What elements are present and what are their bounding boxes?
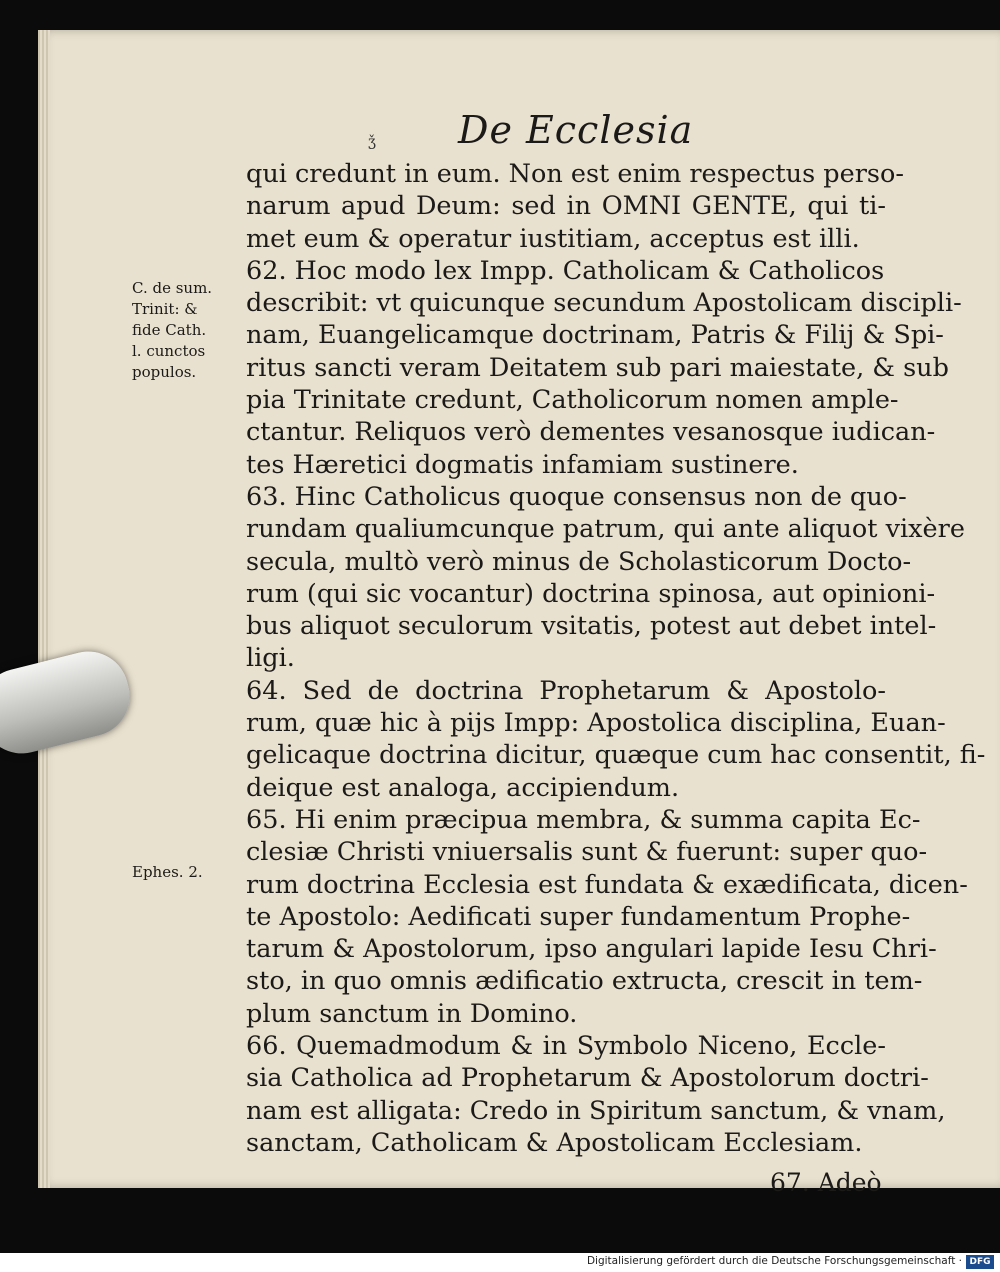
margin-note-citation (132, 278, 240, 383)
text-line: tarum & Apostolorum, ipso angulari lapide Iesu Chri- (246, 934, 937, 965)
text-line: gelicaque doctrina dicitur, quæque cum hac consentit, fi- (246, 740, 986, 771)
text-line: pia Trinitate credunt, Catholicorum nomen ample- (246, 385, 899, 416)
text-line: describit: vt quicunque secundum Apostolicam discipli- (246, 288, 962, 319)
folio-mark: ǯ (368, 134, 376, 150)
text-line: ctantur. Reliquos verò dementes vesanosque iudican- (246, 417, 936, 448)
text-line: 62. Hoc modo lex Impp. Catholicam & Catholicos (246, 255, 885, 286)
text-line: 64. Sed de doctrina Prophetarum & Apostolo- (246, 675, 886, 706)
text-line: rum (qui sic vocantur) doctrina spinosa, aut opinioni- (246, 578, 936, 609)
margin-note-line: C. de sum. (132, 279, 213, 297)
text-line: sto, in quo omnis ædificatio extructa, crescit in tem- (246, 966, 923, 997)
margin-note-line: fide Cath. (132, 321, 207, 339)
text-line: te Apostolo: Aedificati super fundamentum Prophe- (246, 901, 911, 932)
text-line: qui credunt in eum. Non est enim respectus perso- (246, 159, 904, 189)
footer-credit: Digitalisierung gefördert durch die Deutsche Forschungsgemeinschaft · (586, 1255, 962, 1267)
text-line: secula, multò verò minus de Scholasticorum Docto- (246, 546, 912, 577)
text-line: rundam qualiumcunque patrum, qui ante aliquot vixère (246, 514, 965, 545)
text-line: ritus sancti veram Deitatem sub pari maiestate, & sub (246, 352, 949, 383)
text-line: sanctam, Catholicam & Apostolicam Ecclesiam. (246, 1127, 863, 1158)
text-line: bus aliquot seculorum vsitatis, potest aut debet intel- (246, 611, 937, 642)
text-line: 65. Hi enim præcipua membra, & summa capita Ec- (246, 804, 921, 835)
text-line: sia Catholica ad Prophetarum & Apostolorum doctri- (246, 1063, 929, 1094)
text-line: 63. Hinc Catholicus quoque consensus non de quo- (246, 481, 907, 512)
catchword: 67. Adeò (770, 1168, 882, 1197)
margin-note-line: populos. (132, 363, 197, 381)
text-line: met eum & operatur iustitiam, acceptus est illi. (246, 223, 860, 254)
text-line: deique est analoga, accipiendum. (246, 772, 680, 803)
running-head: De Ecclesia (458, 108, 694, 152)
text-line: nam est alligata: Credo in Spiritum sanctum, & vnam, (246, 1095, 946, 1126)
text-line: tes Hæretici dogmatis infamiam sustinere. (246, 449, 799, 480)
text-line: ligi. (246, 643, 295, 674)
text-line: clesiæ Christi vniuersalis sunt & fuerunt: super quo- (246, 837, 928, 868)
margin-note-line: Trinit: & (132, 300, 198, 318)
dfg-logo: DFG (966, 1255, 994, 1269)
text-line: nam, Euangelicamque doctrinam, Patris & Filij & Spi- (246, 320, 944, 351)
text-line: rum, quæ hic à pijs Impp: Apostolica disciplina, Euan- (246, 708, 946, 739)
body-text (246, 158, 986, 1159)
text-line: rum doctrina Ecclesia est fundata & exædificata, dicen- (246, 869, 968, 900)
margin-note-ephesians (132, 862, 240, 883)
text-line: plum sanctum in Domino. (246, 998, 578, 1029)
page-edge (38, 30, 50, 1188)
margin-note-line: Ephes. 2. (132, 863, 203, 881)
margin-note-line: l. cunctos (132, 342, 206, 360)
text-line: narum apud Deum: sed in OMNI GENTE, qui ti- (246, 191, 886, 222)
text-line: 66. Quemadmodum & in Symbolo Niceno, Eccle- (246, 1031, 886, 1062)
